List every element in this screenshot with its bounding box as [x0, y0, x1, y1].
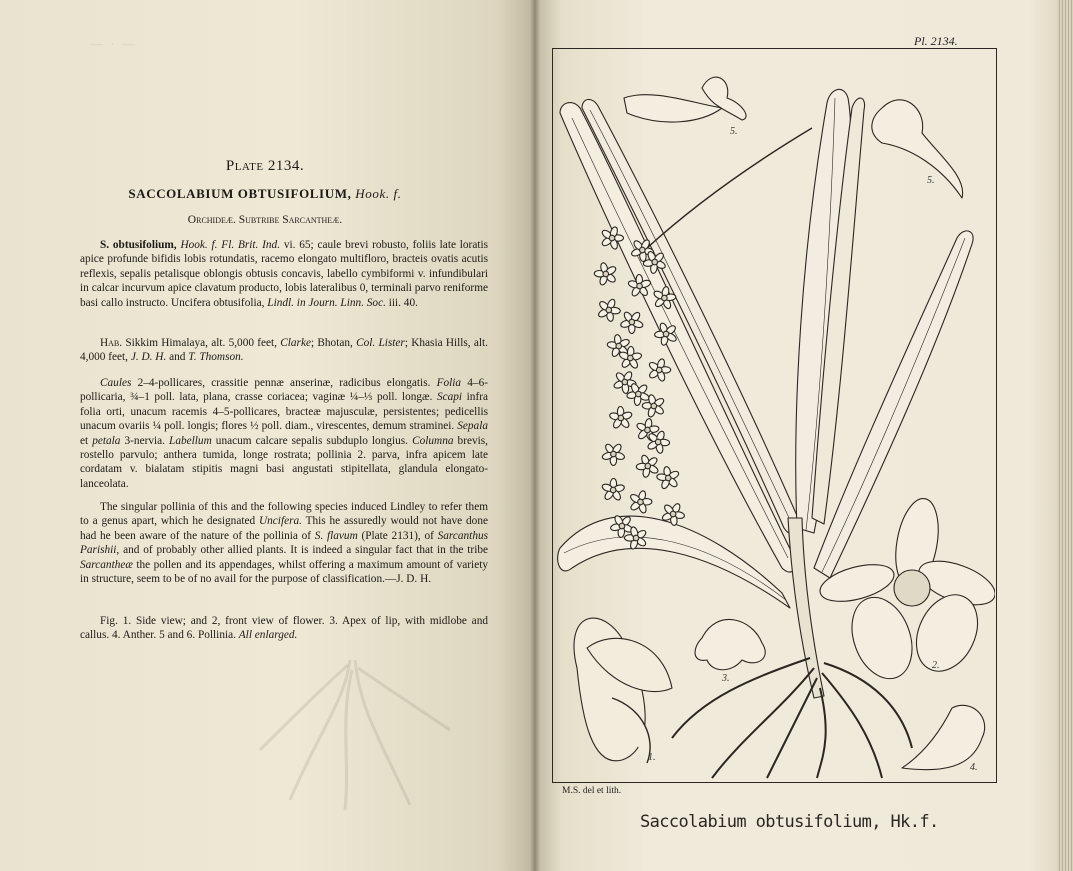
plate-heading: Plate 2134. — [225, 158, 305, 174]
morphology-paragraph — [80, 376, 488, 491]
description-paragraph — [80, 238, 488, 310]
show-through-roots — [250, 660, 460, 810]
morphology-text: et — [80, 434, 93, 447]
organ-term: Labellum — [169, 434, 212, 447]
leaf — [560, 103, 795, 572]
morphology-text: unacum calcare sepalis subduplo longius. — [211, 434, 413, 447]
leaf — [582, 99, 799, 534]
description-ref2: Lindl. in Journ. Linn. Soc. — [267, 296, 386, 309]
raceme-flower — [656, 466, 679, 490]
morphology-text: 4–6-pollicaria, ¾–1 poll. lata, plana, crasse coriacea; vaginæ ¼–⅓ poll. longæ. — [80, 377, 488, 404]
raceme-flower — [636, 454, 659, 478]
organ-term: Columna — [412, 434, 454, 447]
figure-label: 5. — [730, 126, 738, 137]
figure-caption — [80, 614, 488, 643]
commentary-text: the pollen and its appendages, whilst offering a maximum amount of variety in structure, seem to be of no avail for the purpose of classification.—J. D. H. — [80, 558, 488, 586]
commentary-italic: Sarcanthus Parishii, — [80, 529, 489, 557]
commentary-text: (Plate 2131), of — [357, 529, 438, 542]
description-ref1: Hook. f. Fl. Brit. Ind. — [180, 239, 281, 251]
raceme-flower — [601, 478, 625, 501]
raceme-flower — [648, 358, 671, 382]
figure-label: 1. — [648, 752, 656, 763]
anther-detail — [902, 705, 985, 769]
raceme-flower — [597, 298, 620, 322]
roots — [672, 658, 912, 778]
raceme-flower — [647, 430, 670, 454]
page-edges — [1057, 0, 1073, 871]
habitat-collector: Clarke — [280, 337, 311, 349]
organ-term: Scapi — [436, 391, 463, 404]
caption-italic: All enlarged. — [238, 629, 298, 642]
plate-number: Pl. 2134. — [914, 34, 958, 48]
commentary-text: The singular pollinia of this and the following species induced Lindley to refer them to a genus apart, which he designated — [80, 501, 488, 528]
pollinia-detail-2 — [872, 100, 963, 198]
habitat-text: ; Khasia Hills, alt. 4,000 feet, — [80, 337, 488, 364]
habitat-text: ; Bhotan, — [310, 337, 357, 349]
habitat-label: Hab. — [100, 337, 123, 349]
morphology-text: 3-nervia. — [120, 434, 170, 447]
commentary-italic: Sarcantheæ — [80, 558, 133, 571]
raceme-flower — [629, 490, 652, 514]
description-name: S. obtusifolium, — [100, 239, 177, 251]
lip-apex-detail — [695, 619, 765, 669]
stem — [788, 518, 824, 698]
organ-term: Caules — [100, 377, 132, 389]
habitat-text: and — [166, 351, 189, 364]
morphology-text: infra folia orti, unacum racemis 4–5-pollicares, bracteæ majusculæ, persistentes; pedicellis unacum ovariis ¼ poll. longis; flores ½ poll. diam., virescentes, demum straminei. — [80, 391, 488, 433]
description-text2: iii. 40. — [385, 296, 418, 309]
figure-label: 4. — [970, 762, 978, 773]
morphology-text: brevis, rostello parvulo; anthera tumida, longe rostrata; pollinia 2. parva, infra apicem late cordatam v. bialatam stipitis magni basi angustati stipitellata, glandula elongato-lanceolata. — [80, 434, 488, 490]
orchid-illustration — [552, 48, 995, 781]
species-title — [80, 186, 450, 202]
commentary-paragraph — [80, 500, 488, 586]
plate-title: Saccolabium obtusifolium, Hk.f. — [640, 812, 939, 832]
habitat-collector: J. D. H. — [130, 351, 167, 364]
species-author: Hook. f. — [355, 186, 402, 201]
habitat-collector: T. Thomson. — [188, 351, 244, 364]
side-flower-detail — [574, 618, 672, 763]
book-gutter — [530, 0, 540, 871]
family-line: Orchideæ. Subtribe Sarcantheæ. — [187, 214, 343, 226]
raceme-flower — [609, 406, 633, 429]
figure-label: 2. — [932, 660, 940, 671]
show-through-header: — · — — [90, 36, 137, 51]
leaf — [558, 516, 790, 608]
raceme-flower — [601, 443, 625, 466]
habitat-collector: Col. Lister — [356, 337, 405, 349]
commentary-italic: Uncifera. — [258, 515, 302, 528]
habitat-text: Sikkim Himalaya, alt. 5,000 feet, — [122, 337, 281, 349]
morphology-text: 2–4-pollicares, crassitie pennæ anserinæ, radicibus elongatis. — [131, 377, 437, 389]
organ-term: Sepala — [457, 420, 488, 433]
description-text1: vi. 65; caule brevi robusto, foliis late loratis apice profunde bifidis lobis rotundatis, racemo elongato multifloro, bracteis ovatis acutis reflexis, sepalis petalisque oblongis obtusis concavis, labello cymbiformi v. infundibulari in calcar incurvum apice clavatum producto, lobis lateralibus 0, terminali parvo reniforme basi callo instructo. Uncifera obtusifolia, — [80, 239, 489, 309]
commentary-text: and of probably other allied plants. It is indeed a singular fact that in the tribe — [119, 544, 488, 557]
pollinia-detail — [624, 77, 746, 122]
habitat-paragraph — [80, 336, 488, 365]
caption-text: Fig. 1. Side view; and 2, front view of flower. 3. Apex of lip, with midlobe and callus. 4. Anther. 5 and 6. Pollinia. — [80, 615, 488, 642]
artist-credit: M.S. del et lith. — [562, 786, 622, 796]
raceme-flower — [594, 262, 617, 286]
scape — [647, 128, 812, 248]
commentary-italic: S. flavum — [314, 529, 358, 542]
commentary-text: This he assuredly would not have done had he been aware of the nature of the pollinia of — [80, 515, 488, 542]
organ-term: petala — [92, 434, 121, 447]
left-page — [0, 0, 535, 871]
species-name: SACCOLABIUM OBTUSIFOLIUM, — [128, 186, 352, 201]
figure-label: 3. — [722, 673, 730, 684]
raceme-flower — [620, 311, 644, 334]
organ-term: Folia — [436, 377, 462, 389]
figure-label: 5. — [927, 175, 935, 186]
